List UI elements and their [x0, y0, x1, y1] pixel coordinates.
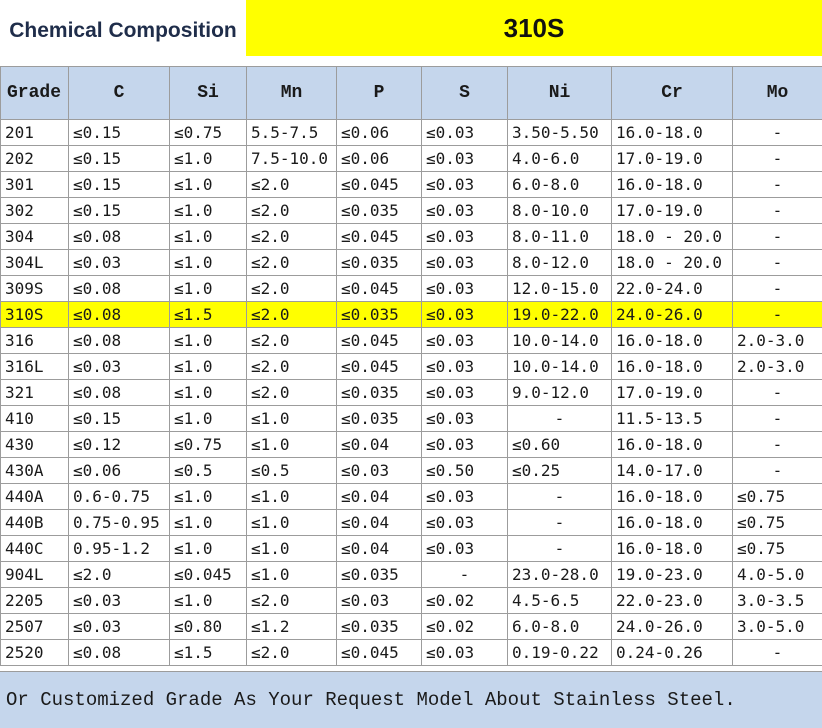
- grade-cell: 309S: [1, 276, 69, 302]
- value-cell: ≤0.75: [170, 432, 247, 458]
- value-cell: 16.0-18.0: [612, 510, 733, 536]
- value-cell: ≤0.5: [170, 458, 247, 484]
- value-cell: ≤0.50: [422, 458, 508, 484]
- value-cell: ≤1.0: [247, 510, 337, 536]
- table-row: [1, 562, 822, 588]
- value-cell: 14.0-17.0: [612, 458, 733, 484]
- value-cell: ≤0.03: [422, 432, 508, 458]
- value-cell: ≤0.02: [422, 588, 508, 614]
- value-cell: -: [508, 484, 612, 510]
- value-cell: ≤1.0: [247, 432, 337, 458]
- value-cell: 16.0-18.0: [612, 120, 733, 146]
- value-cell: 2.0-3.0: [733, 354, 822, 380]
- value-cell: ≤0.03: [422, 120, 508, 146]
- value-cell: ≤1.0: [170, 146, 247, 172]
- table-header-row: [1, 67, 822, 120]
- value-cell: ≤0.03: [422, 224, 508, 250]
- value-cell: ≤0.03: [422, 302, 508, 328]
- value-cell: ≤0.06: [337, 120, 422, 146]
- grade-cell: 302: [1, 198, 69, 224]
- value-cell: ≤2.0: [247, 250, 337, 276]
- value-cell: ≤0.75: [733, 484, 822, 510]
- value-cell: -: [508, 510, 612, 536]
- value-cell: ≤0.03: [337, 588, 422, 614]
- value-cell: ≤1.0: [170, 510, 247, 536]
- grade-cell: 304: [1, 224, 69, 250]
- column-header-mo: Mo: [733, 67, 822, 120]
- value-cell: 8.0-11.0: [508, 224, 612, 250]
- value-cell: ≤1.0: [170, 484, 247, 510]
- value-cell: ≤0.035: [337, 250, 422, 276]
- value-cell: ≤2.0: [69, 562, 170, 588]
- grade-cell: 904L: [1, 562, 69, 588]
- value-cell: ≤0.15: [69, 120, 170, 146]
- value-cell: ≤1.5: [170, 302, 247, 328]
- value-cell: 16.0-18.0: [612, 536, 733, 562]
- value-cell: ≤0.03: [422, 640, 508, 666]
- value-cell: ≤0.08: [69, 640, 170, 666]
- value-cell: ≤0.60: [508, 432, 612, 458]
- table-row: [1, 354, 822, 380]
- value-cell: ≤0.03: [69, 354, 170, 380]
- table-row: [1, 276, 822, 302]
- value-cell: 0.6-0.75: [69, 484, 170, 510]
- value-cell: 24.0-26.0: [612, 302, 733, 328]
- value-cell: 6.0-8.0: [508, 614, 612, 640]
- table-row: [1, 614, 822, 640]
- value-cell: ≤1.0: [170, 406, 247, 432]
- table-row: [1, 302, 822, 328]
- table-row: [1, 458, 822, 484]
- value-cell: 5.5-7.5: [247, 120, 337, 146]
- grade-cell: 316L: [1, 354, 69, 380]
- value-cell: 16.0-18.0: [612, 484, 733, 510]
- grade-cell: 301: [1, 172, 69, 198]
- footer-note: Or Customized Grade As Your Request Model About Stainless Steel.: [0, 671, 822, 728]
- value-cell: ≤1.0: [170, 172, 247, 198]
- value-cell: -: [733, 406, 822, 432]
- value-cell: ≤0.15: [69, 198, 170, 224]
- value-cell: 3.0-5.0: [733, 614, 822, 640]
- table-row: [1, 146, 822, 172]
- value-cell: 2.0-3.0: [733, 328, 822, 354]
- grade-cell: 410: [1, 406, 69, 432]
- value-cell: 0.75-0.95: [69, 510, 170, 536]
- column-header-si: Si: [170, 67, 247, 120]
- composition-table: [0, 66, 822, 666]
- table-row: [1, 172, 822, 198]
- value-cell: ≤0.03: [422, 328, 508, 354]
- value-cell: 0.19-0.22: [508, 640, 612, 666]
- value-cell: 16.0-18.0: [612, 354, 733, 380]
- value-cell: ≤2.0: [247, 224, 337, 250]
- column-header-s: S: [422, 67, 508, 120]
- table-row: [1, 510, 822, 536]
- grade-cell: 2520: [1, 640, 69, 666]
- value-cell: 3.0-3.5: [733, 588, 822, 614]
- value-cell: 6.0-8.0: [508, 172, 612, 198]
- value-cell: -: [733, 198, 822, 224]
- value-cell: ≤0.25: [508, 458, 612, 484]
- value-cell: ≤0.03: [69, 614, 170, 640]
- value-cell: 4.5-6.5: [508, 588, 612, 614]
- value-cell: ≤0.03: [422, 406, 508, 432]
- page-title: Chemical Composition: [9, 19, 237, 42]
- value-cell: ≤0.035: [337, 406, 422, 432]
- value-cell: ≤0.04: [337, 536, 422, 562]
- grade-cell: 304L: [1, 250, 69, 276]
- value-cell: ≤0.035: [337, 198, 422, 224]
- grade-cell: 440A: [1, 484, 69, 510]
- value-cell: ≤0.045: [337, 224, 422, 250]
- value-cell: ≤0.75: [170, 120, 247, 146]
- value-cell: ≤1.0: [170, 536, 247, 562]
- column-header-c: C: [69, 67, 170, 120]
- value-cell: ≤0.08: [69, 224, 170, 250]
- value-cell: ≤0.03: [422, 276, 508, 302]
- value-cell: -: [508, 406, 612, 432]
- value-cell: ≤0.02: [422, 614, 508, 640]
- value-cell: 3.50-5.50: [508, 120, 612, 146]
- value-cell: ≤0.03: [422, 146, 508, 172]
- value-cell: ≤2.0: [247, 198, 337, 224]
- value-cell: ≤2.0: [247, 172, 337, 198]
- value-cell: ≤0.035: [337, 614, 422, 640]
- value-cell: 16.0-18.0: [612, 172, 733, 198]
- value-cell: ≤0.06: [337, 146, 422, 172]
- value-cell: ≤1.0: [170, 276, 247, 302]
- value-cell: 23.0-28.0: [508, 562, 612, 588]
- value-cell: 8.0-12.0: [508, 250, 612, 276]
- value-cell: 16.0-18.0: [612, 432, 733, 458]
- value-cell: 18.0 - 20.0: [612, 250, 733, 276]
- value-cell: 0.95-1.2: [69, 536, 170, 562]
- value-cell: ≤0.12: [69, 432, 170, 458]
- table-row: [1, 588, 822, 614]
- table-row: [1, 406, 822, 432]
- grade-cell: 440B: [1, 510, 69, 536]
- value-cell: ≤0.04: [337, 432, 422, 458]
- value-cell: 22.0-23.0: [612, 588, 733, 614]
- grade-cell: 2205: [1, 588, 69, 614]
- value-cell: 10.0-14.0: [508, 354, 612, 380]
- value-cell: 16.0-18.0: [612, 328, 733, 354]
- value-cell: ≤0.03: [422, 172, 508, 198]
- column-header-grade: Grade: [1, 67, 69, 120]
- value-cell: -: [733, 224, 822, 250]
- table-row: [1, 432, 822, 458]
- table-row: [1, 640, 822, 666]
- value-cell: ≤0.75: [733, 510, 822, 536]
- grade-cell: 321: [1, 380, 69, 406]
- value-cell: 4.0-6.0: [508, 146, 612, 172]
- value-cell: 24.0-26.0: [612, 614, 733, 640]
- table-body: [1, 120, 822, 666]
- value-cell: ≤0.035: [337, 562, 422, 588]
- value-cell: 4.0-5.0: [733, 562, 822, 588]
- value-cell: ≤0.03: [422, 380, 508, 406]
- column-header-ni: Ni: [508, 67, 612, 120]
- value-cell: ≤0.04: [337, 484, 422, 510]
- value-cell: ≤1.0: [170, 380, 247, 406]
- value-cell: ≤0.03: [337, 458, 422, 484]
- value-cell: -: [733, 146, 822, 172]
- value-cell: 19.0-22.0: [508, 302, 612, 328]
- grade-cell: 316: [1, 328, 69, 354]
- value-cell: ≤0.045: [337, 328, 422, 354]
- grade-cell: 202: [1, 146, 69, 172]
- grade-cell: 440C: [1, 536, 69, 562]
- value-cell: 19.0-23.0: [612, 562, 733, 588]
- grade-cell: 201: [1, 120, 69, 146]
- value-cell: ≤2.0: [247, 380, 337, 406]
- value-cell: ≤0.15: [69, 172, 170, 198]
- value-cell: ≤0.5: [247, 458, 337, 484]
- table-row: [1, 224, 822, 250]
- value-cell: ≤0.15: [69, 146, 170, 172]
- value-cell: ≤0.06: [69, 458, 170, 484]
- value-cell: ≤1.0: [170, 198, 247, 224]
- value-cell: ≤0.03: [422, 354, 508, 380]
- table-row: [1, 536, 822, 562]
- value-cell: 11.5-13.5: [612, 406, 733, 432]
- value-cell: -: [733, 458, 822, 484]
- value-cell: ≤0.08: [69, 328, 170, 354]
- grade-cell: 430: [1, 432, 69, 458]
- value-cell: ≤0.80: [170, 614, 247, 640]
- value-cell: ≤2.0: [247, 276, 337, 302]
- value-cell: ≤0.045: [337, 640, 422, 666]
- value-cell: -: [733, 250, 822, 276]
- value-cell: ≤0.08: [69, 380, 170, 406]
- value-cell: ≤0.03: [422, 510, 508, 536]
- value-cell: -: [733, 640, 822, 666]
- value-cell: ≤0.03: [422, 484, 508, 510]
- value-cell: ≤1.0: [247, 484, 337, 510]
- value-cell: 7.5-10.0: [247, 146, 337, 172]
- value-cell: ≤1.0: [170, 328, 247, 354]
- value-cell: ≤1.0: [247, 406, 337, 432]
- table-row: [1, 250, 822, 276]
- value-cell: ≤0.045: [337, 172, 422, 198]
- value-cell: ≤0.03: [422, 198, 508, 224]
- value-cell: ≤0.035: [337, 380, 422, 406]
- value-cell: ≤1.0: [170, 588, 247, 614]
- value-cell: ≤0.045: [170, 562, 247, 588]
- value-cell: ≤0.04: [337, 510, 422, 536]
- grade-cell: 430A: [1, 458, 69, 484]
- value-cell: ≤0.045: [337, 354, 422, 380]
- value-cell: ≤2.0: [247, 354, 337, 380]
- value-cell: ≤0.15: [69, 406, 170, 432]
- table-row: [1, 328, 822, 354]
- value-cell: ≤0.03: [422, 250, 508, 276]
- value-cell: ≤1.0: [170, 354, 247, 380]
- value-cell: ≤0.75: [733, 536, 822, 562]
- value-cell: ≤2.0: [247, 302, 337, 328]
- table-row: [1, 380, 822, 406]
- value-cell: 17.0-19.0: [612, 380, 733, 406]
- value-cell: 12.0-15.0: [508, 276, 612, 302]
- value-cell: ≤0.035: [337, 302, 422, 328]
- value-cell: ≤2.0: [247, 588, 337, 614]
- value-cell: ≤0.08: [69, 302, 170, 328]
- value-cell: 8.0-10.0: [508, 198, 612, 224]
- grade-cell: 2507: [1, 614, 69, 640]
- value-cell: -: [733, 432, 822, 458]
- value-cell: ≤0.03: [69, 250, 170, 276]
- value-cell: 9.0-12.0: [508, 380, 612, 406]
- value-cell: ≤1.0: [170, 224, 247, 250]
- column-header-mn: Mn: [247, 67, 337, 120]
- value-cell: ≤0.08: [69, 276, 170, 302]
- value-cell: -: [733, 276, 822, 302]
- value-cell: ≤1.0: [170, 250, 247, 276]
- value-cell: 0.24-0.26: [612, 640, 733, 666]
- value-cell: ≤0.03: [422, 536, 508, 562]
- table-row: [1, 198, 822, 224]
- value-cell: 17.0-19.0: [612, 198, 733, 224]
- value-cell: 10.0-14.0: [508, 328, 612, 354]
- value-cell: -: [733, 380, 822, 406]
- value-cell: ≤1.5: [170, 640, 247, 666]
- table-row: [1, 484, 822, 510]
- value-cell: 17.0-19.0: [612, 146, 733, 172]
- value-cell: -: [733, 172, 822, 198]
- value-cell: ≤1.0: [247, 562, 337, 588]
- column-header-p: P: [337, 67, 422, 120]
- value-cell: ≤2.0: [247, 640, 337, 666]
- value-cell: ≤0.03: [69, 588, 170, 614]
- table-row: [1, 120, 822, 146]
- value-cell: ≤0.045: [337, 276, 422, 302]
- value-cell: 18.0 - 20.0: [612, 224, 733, 250]
- value-cell: -: [508, 536, 612, 562]
- value-cell: -: [733, 120, 822, 146]
- value-cell: ≤1.0: [247, 536, 337, 562]
- page-header: [0, 0, 822, 62]
- value-cell: -: [733, 302, 822, 328]
- value-cell: ≤1.2: [247, 614, 337, 640]
- column-header-cr: Cr: [612, 67, 733, 120]
- grade-cell: 310S: [1, 302, 69, 328]
- grade-banner: 310S: [246, 0, 822, 56]
- value-cell: 22.0-24.0: [612, 276, 733, 302]
- value-cell: -: [422, 562, 508, 588]
- value-cell: ≤2.0: [247, 328, 337, 354]
